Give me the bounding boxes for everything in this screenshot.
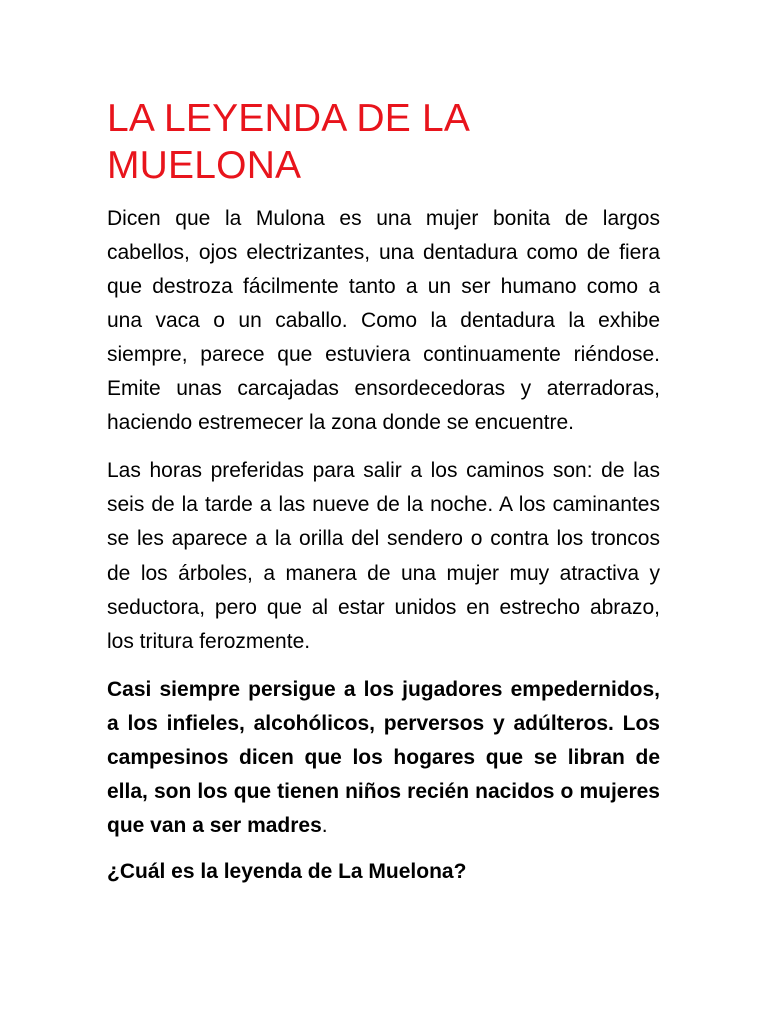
paragraph-victims-period: . xyxy=(321,814,328,838)
document-page xyxy=(107,96,660,889)
document-title: LA LEYENDA DE LA MUELONA xyxy=(107,97,468,187)
closing-question: ¿Cuál es la leyenda de La Muelona? xyxy=(107,860,467,884)
paragraph-victims-text: Casi siempre persigue a los jugadores empedernidos, a los infieles, alcohólicos, perversos y adúlteros. Los campesinos dicen que los hogares que se libran de ella, son los que tienen niños recién nacidos o mujeres que van a ser madres xyxy=(107,677,660,838)
paragraph-description: Dicen que la Mulona es una mujer bonita de largos cabellos, ojos electrizantes, una dentadura como de fiera que destroza fácilmente tanto a un ser humano como a una vaca o un caballo. Como la dentadura la exhibe siempre, parece que estuviera continuamente riéndose. Emite unas carcajadas ensordecedoras y aterradoras, haciendo estremecer la zona donde se encuentre. xyxy=(107,206,660,435)
paragraph-victims xyxy=(107,673,660,843)
paragraph-appearance: Las horas preferidas para salir a los caminos son: de las seis de la tarde a las nueve de la noche. A los caminantes se les aparece a la orilla del sendero o contra los troncos de los árboles, a manera de una mujer muy atractiva y seductora, pero que al estar unidos en estrecho abrazo, los tritura ferozmente. xyxy=(107,459,660,653)
